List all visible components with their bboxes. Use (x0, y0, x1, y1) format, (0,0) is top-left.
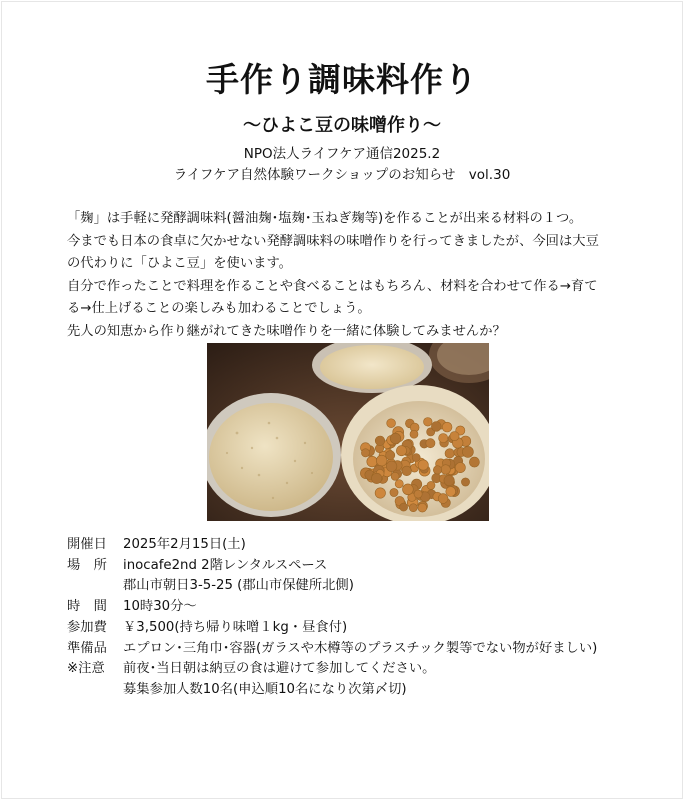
chickpea (446, 487, 456, 497)
chickpea (414, 490, 422, 498)
chickpea (441, 465, 451, 475)
detail-value: 2025年2月15日(土) (123, 537, 246, 552)
intro-line: 先人の知恵から作り継がれてきた味噌作りを一緒に体験してみませんか？ (67, 323, 506, 339)
chickpea (431, 422, 441, 432)
chickpea (390, 433, 401, 444)
chickpea (386, 451, 395, 460)
chickpea (444, 475, 454, 485)
chickpea (426, 439, 435, 448)
issue-line-newsletter: NPO法人ライフケア通信2025.2 (243, 146, 441, 162)
chickpea (439, 434, 448, 443)
detail-value: エプロン･三角巾･容器(ガラスや木樽等のプラスチック製等でない物が好ましい) (123, 640, 598, 656)
chickpea (469, 457, 479, 467)
chickpea (372, 473, 382, 483)
detail-capacity: 募集参加人数10名(申込順10名になり次第〆切) (123, 681, 407, 697)
chickpea (409, 504, 417, 512)
chickpea (375, 488, 385, 498)
chickpea (461, 478, 469, 486)
chickpea (412, 454, 420, 462)
detail-value: 前夜･当日朝は納豆の食は避けて参加してください。 (123, 661, 436, 677)
chickpea (400, 503, 408, 511)
detail-label: 場 所 (67, 557, 107, 573)
chickpea (450, 432, 459, 441)
chickpea (391, 472, 399, 480)
bowls-of-koji-and-chickpeas-photo (207, 343, 489, 521)
chickpea (445, 449, 454, 458)
chickpea (455, 463, 465, 473)
intro-paragraph (67, 208, 667, 343)
chickpea (410, 430, 418, 438)
detail-items (67, 639, 667, 660)
chickpea (386, 461, 397, 472)
event-details (67, 535, 667, 701)
detail-value: 10時30分〜 (123, 599, 197, 615)
detail-label: 開催日 (67, 537, 107, 552)
detail-label: ※注意 (67, 661, 105, 677)
intro-line: 今までも日本の食卓に欠かせない発酵調味料の味噌作りを行ってきましたが、今回は大豆 (67, 233, 599, 249)
detail-label: 準備品 (67, 640, 107, 656)
chickpea (424, 418, 433, 427)
chickpea (395, 480, 403, 488)
chickpea (462, 446, 473, 457)
detail-address: 郡山市朝日3-5-25 (郡山市保健所北側) (123, 578, 354, 594)
chickpea (376, 455, 387, 466)
detail-value: ￥3,500(持ち帰り味噌１kg・昼食付) (123, 619, 348, 635)
chickpea (387, 419, 396, 428)
chickpea (396, 446, 406, 456)
intro-line: 「麹」は手軽に発酵調味料(醤油麹･塩麹･玉ねぎ麹等)を作ることが出来る材料の１つ。 (67, 211, 583, 226)
chickpea (433, 466, 441, 474)
detail-notes (67, 659, 667, 680)
chickpea (442, 422, 452, 432)
detail-fee (67, 618, 667, 639)
issue-line-workshop: ライフケア自然体験ワークショップのお知らせ vol.30 (173, 167, 511, 183)
page-subtitle: 〜ひよこ豆の味噌作り〜 (243, 115, 441, 136)
detail-label: 参加費 (67, 619, 107, 635)
chickpea (375, 436, 385, 446)
chickpea (367, 456, 378, 467)
chickpea (418, 460, 428, 470)
chickpea (403, 484, 414, 495)
detail-time (67, 597, 667, 618)
chickpea (427, 481, 435, 489)
issue-info (0, 144, 684, 186)
chickpea (402, 466, 412, 476)
chickpea (390, 488, 398, 496)
detail-place (67, 556, 667, 577)
detail-value: inocafe2nd 2階レンタルスペース (123, 557, 328, 573)
chickpea (361, 449, 369, 457)
intro-line: 自分で作ったことで料理を作ることや食べることはもちろん、材料を合わせて作る→育て (67, 278, 598, 294)
detail-date (67, 535, 667, 556)
detail-label: 時 間 (67, 599, 107, 615)
page-title: 手作り調味料作り (206, 60, 478, 99)
intro-line: る→仕上げることの楽しみも加わることでしょう。 (67, 301, 371, 316)
chickpea (438, 494, 448, 504)
intro-line: の代わりに「ひよこ豆」を使います。 (67, 256, 292, 271)
chickpea (418, 503, 427, 512)
